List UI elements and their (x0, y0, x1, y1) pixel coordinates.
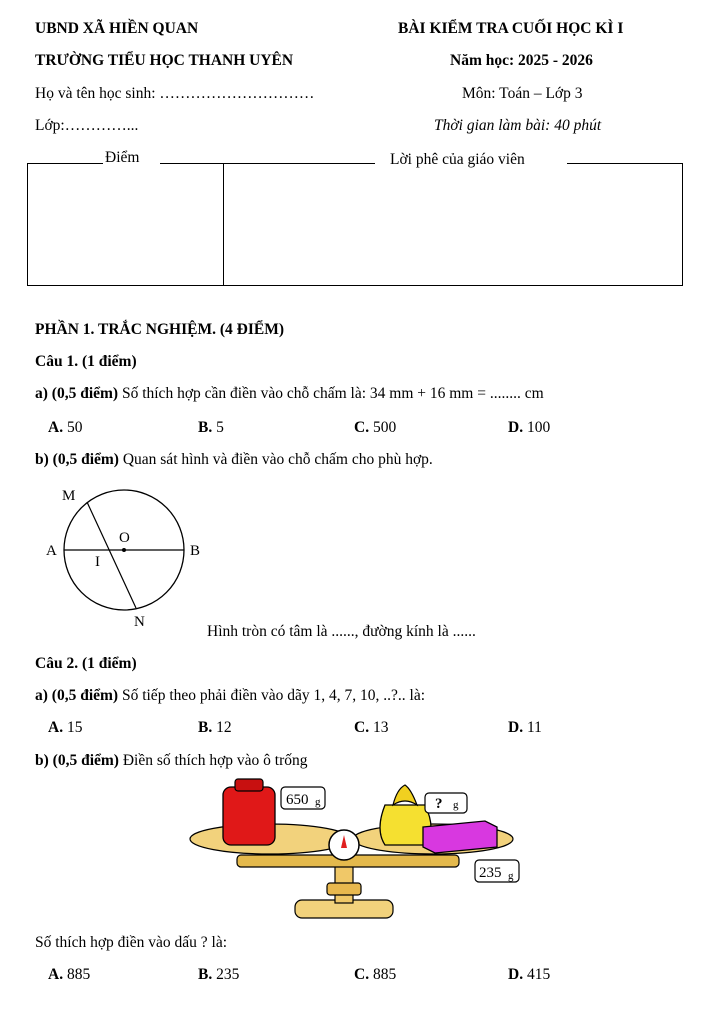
comment-label: Lời phê của giáo viên (390, 151, 525, 168)
q2a-prefix: a) (0,5 điểm) (35, 687, 119, 704)
gift-box-icon (423, 821, 497, 853)
school-year: Năm học: 2025 - 2026 (450, 52, 593, 69)
q1b-prefix: b) (0,5 điểm) (35, 451, 119, 468)
q2-title: Câu 2. (1 điểm) (35, 655, 137, 672)
q1b-question (35, 451, 433, 469)
balance-scale-illustration (185, 775, 535, 925)
red-weight-icon (223, 787, 275, 845)
q2b-text: Điền số thích hợp vào ô trống (118, 752, 308, 769)
q2b-option-b[interactable]: B. 235 (198, 966, 240, 983)
q2a-option-a[interactable]: A. 15 (48, 719, 83, 736)
student-name-field[interactable]: Họ và tên học sinh: ………………………… (35, 85, 315, 102)
q1b-answer-line[interactable]: Hình tròn có tâm là ......, đường kính là ...... (207, 623, 476, 640)
q1a-option-a[interactable]: A. 50 (48, 419, 83, 436)
school-name: TRƯỜNG TIỂU HỌC THANH UYÊN (35, 52, 294, 69)
center-point (122, 548, 126, 552)
q2b-option-c[interactable]: C. 885 (354, 966, 397, 983)
q1a-option-d[interactable]: D. 100 (508, 419, 551, 436)
unknown-weight: ? (435, 796, 443, 812)
time-limit: Thời gian làm bài: 40 phút (434, 117, 602, 134)
tag-unknown (425, 793, 467, 813)
top-rule-2 (160, 163, 375, 164)
label-n: N (134, 614, 145, 630)
svg-text:g: g (315, 796, 321, 808)
q2a-option-d[interactable]: D. 11 (508, 719, 542, 736)
label-i: I (95, 554, 100, 570)
q1a-question (35, 385, 544, 403)
q1-title: Câu 1. (1 điểm) (35, 353, 137, 370)
q2b-option-a[interactable]: A. 885 (48, 966, 91, 983)
q2a-question (35, 687, 425, 705)
district-name: UBND XÃ HIỀN QUAN (35, 20, 199, 37)
q2a-option-b[interactable]: B. 12 (198, 719, 232, 736)
left-weight-value: 650 (286, 792, 309, 808)
q2b-prefix: b) (0,5 điểm) (35, 752, 119, 769)
score-box[interactable] (27, 163, 224, 286)
score-label: Điểm (105, 149, 140, 166)
label-m: M (62, 488, 76, 504)
circle-figure (30, 480, 210, 640)
exam-title: BÀI KIỂM TRA CUỐI HỌC KÌ I (398, 20, 624, 37)
top-rule-3 (567, 163, 683, 164)
q1a-text: Số thích hợp cần điền vào chỗ chấm là: 34 mm + 16 mm = ........ cm (118, 385, 544, 402)
q1a-option-b[interactable]: B. 5 (198, 419, 224, 436)
q1b-text: Quan sát hình và điền vào chỗ chấm cho phù hợp. (118, 451, 433, 468)
part1-title: PHẦN 1. TRẮC NGHIỆM. (4 ĐIỂM) (35, 321, 284, 338)
label-b: B (190, 543, 201, 559)
q2a-option-c[interactable]: C. 13 (354, 719, 389, 736)
q2b-prompt: Số thích hợp điền vào dấu ? là: (35, 934, 228, 951)
scale-joint (327, 883, 361, 895)
q1a-option-c[interactable]: C. 500 (354, 419, 397, 436)
label-o: O (119, 530, 130, 546)
comment-box[interactable] (222, 163, 683, 286)
q2b-option-d[interactable]: D. 415 (508, 966, 551, 983)
right-box-weight: 235 (479, 865, 502, 881)
label-a: A (46, 543, 57, 559)
subject-label: Môn: Toán – Lớp 3 (462, 85, 583, 102)
svg-text:g: g (453, 799, 459, 811)
q2a-text: Số tiếp theo phải điền vào dãy 1, 4, 7, 10, ..?.. là: (118, 687, 426, 704)
class-field[interactable]: Lớp:…………... (35, 117, 139, 134)
q1a-prefix: a) (0,5 điểm) (35, 385, 119, 402)
top-rule-1 (27, 163, 103, 164)
q2b-question (35, 752, 308, 770)
svg-text:g: g (508, 870, 514, 882)
